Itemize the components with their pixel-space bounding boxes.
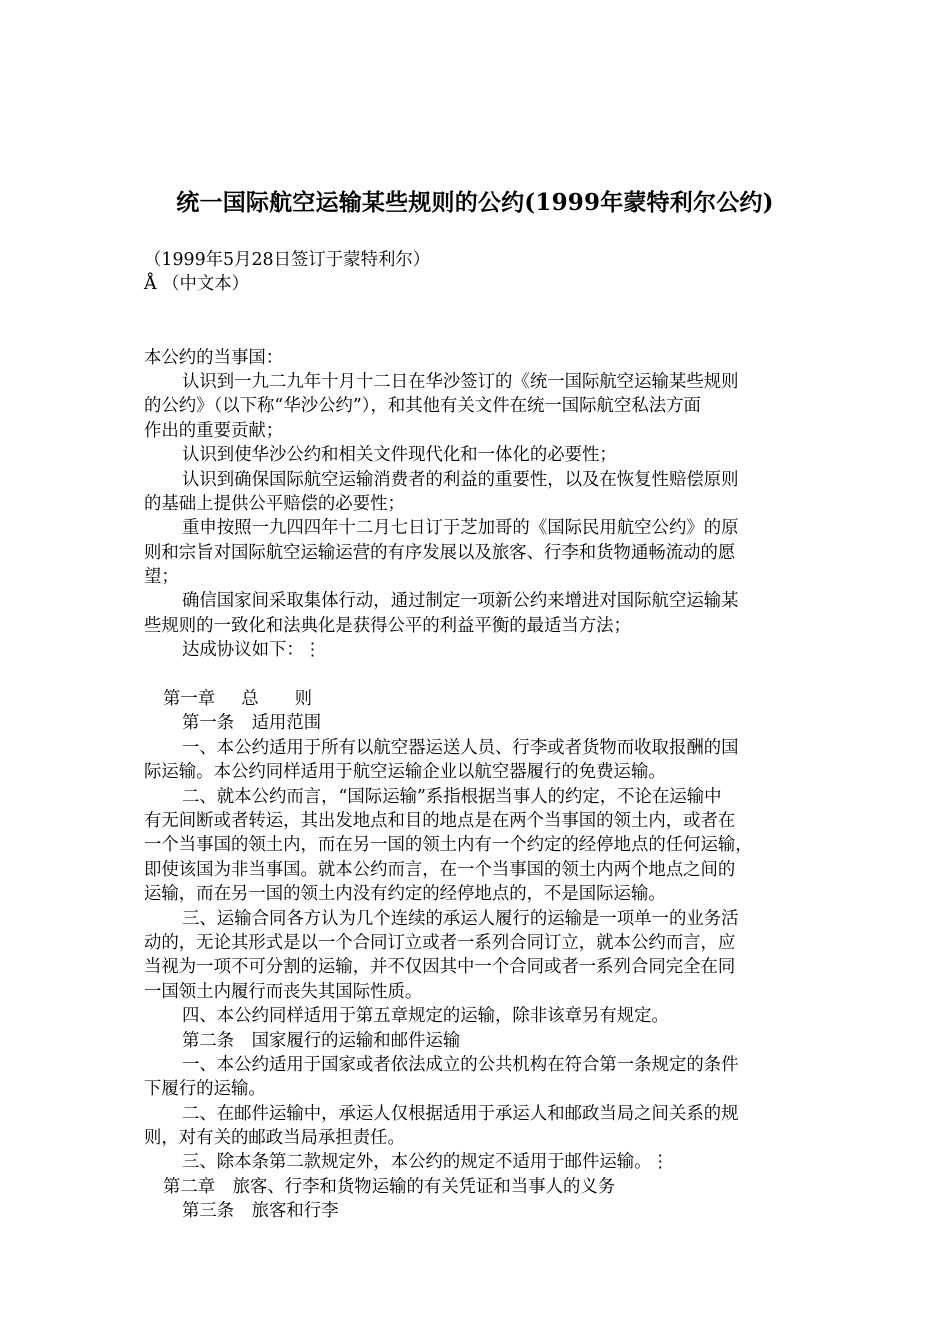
text-line: 二、就本公约而言，“国际运输”系指根据当事人的约定，不论在运输中 [182,786,722,807]
article-paragraph [144,907,824,1005]
preamble-paragraph [144,468,824,517]
text-line: 确信国家间采取集体行动，通过制定一项新公约来增进对国际航空运输某 [182,591,739,612]
article-1-heading: 第一条 适用范围 [182,713,322,734]
article-paragraph [144,1053,824,1102]
preamble-paragraph [144,443,824,467]
text-line: 认识到一九二九年十月十二日在华沙签订的《统一国际航空运输某些规则 [182,371,739,392]
article-paragraph [144,1102,824,1151]
text-line: 三、除本条第二款规定外，本公约的规定不适用于邮件运输。⋮ [182,1152,669,1173]
article-3-heading: 第三条 旅客和行李 [182,1201,339,1222]
text-line: 的基础上提供公平赔偿的必要性； [144,493,405,514]
text-line: 认识到确保国际航空运输消费者的利益的重要性，以及在恢复性赔偿原则 [182,469,739,490]
preamble-paragraph [144,516,824,589]
text-line: 当视为一项不可分割的运输，并不仅因其中一个合同或者一系列合同完全在同 [144,957,736,978]
signing-note: （1999年5月28日签订于蒙特利尔） [144,250,431,270]
chapter-number: 第一章 [163,689,216,710]
chapter-title-part: 总 [241,689,259,710]
article-2-heading: 第二条 国家履行的运输和邮件运输 [182,1030,461,1051]
text-line: 一国领土内履行而丧失其国际性质。 [144,981,423,1002]
text-line: 一、本公约适用于所有以航空器运送人员、行李或者货物而收取报酬的国 [182,737,739,758]
chapter-2-heading: 第二章 旅客、行李和货物运输的有关凭证和当事人的义务 [163,1176,616,1197]
agreement-line: 达成协议如下：⋮ [182,640,322,661]
text-line: 下履行的运输。 [144,1079,266,1100]
article-paragraph [144,736,824,785]
text-line: 重申按照一九四四年十二月七日订于芝加哥的《国际民用航空公约》的原 [182,518,739,539]
preamble-intro: 本公约的当事国： [144,347,284,368]
text-line: 一个当事国的领土内，而在另一国的领土内有一个约定的经停地点的任何运输， [144,835,753,856]
text-line: 动的，无论其形式是以一个合同订立或者一系列合同订立，就本公约而言，应 [144,932,736,953]
blank-line [144,321,824,345]
text-line: 些规则的一致化和法典化是获得公平的利益平衡的最适当方法； [144,615,631,636]
blank-line [144,297,824,321]
text-line: 则，对有关的邮政当局承担责任。 [144,1128,405,1149]
document-body [144,248,824,1224]
version-note: Å （中文本） [144,274,250,295]
blank-line [144,663,824,687]
chapter-1-heading [144,687,824,711]
text-line: 的公约》（以下称“华沙公约”），和其他有关文件在统一国际航空私法方面 [144,396,701,417]
text-line: 运输，而在另一国的领土内没有约定的经停地点的，不是国际运输。 [144,884,666,905]
text-line: 二、在邮件运输中，承运人仅根据适用于承运人和邮政当局之间关系的规 [182,1103,739,1124]
text-line: 则和宗旨对国际航空运输运营的有序发展以及旅客、行李和货物通畅流动的愿 [144,542,736,563]
article-paragraph [144,1150,824,1174]
text-line: 一、本公约适用于国家或者依法成立的公共机构在符合第一条规定的条件 [182,1054,739,1075]
preamble-paragraph [144,589,824,638]
document-title: 统一国际航空运输某些规则的公约(1999年蒙特利尔公约) [176,189,774,216]
chapter-title-part: 则 [294,689,312,710]
text-line: 作出的重要贡献； [144,420,284,441]
text-line: 有无间断或者转运，其出发地点和目的地点是在两个当事国的领土内，或者在 [144,810,736,831]
article-paragraph [144,785,824,907]
text-line: 四、本公约同样适用于第五章规定的运输，除非该章另有规定。 [182,1006,669,1027]
preamble-paragraph [144,370,824,443]
text-line: 即使该国为非当事国。就本公约而言，在一个当事国的领土内两个地点之间的 [144,859,736,880]
text-line: 望； [144,567,179,588]
text-line: 认识到使华沙公约和相关文件现代化和一体化的必要性； [182,445,617,466]
text-line: 际运输。本公约同样适用于航空运输企业以航空器履行的免费运输。 [144,762,666,783]
text-line: 三、运输合同各方认为几个连续的承运人履行的运输是一项单一的业务活 [182,908,739,929]
article-paragraph [144,1004,824,1028]
